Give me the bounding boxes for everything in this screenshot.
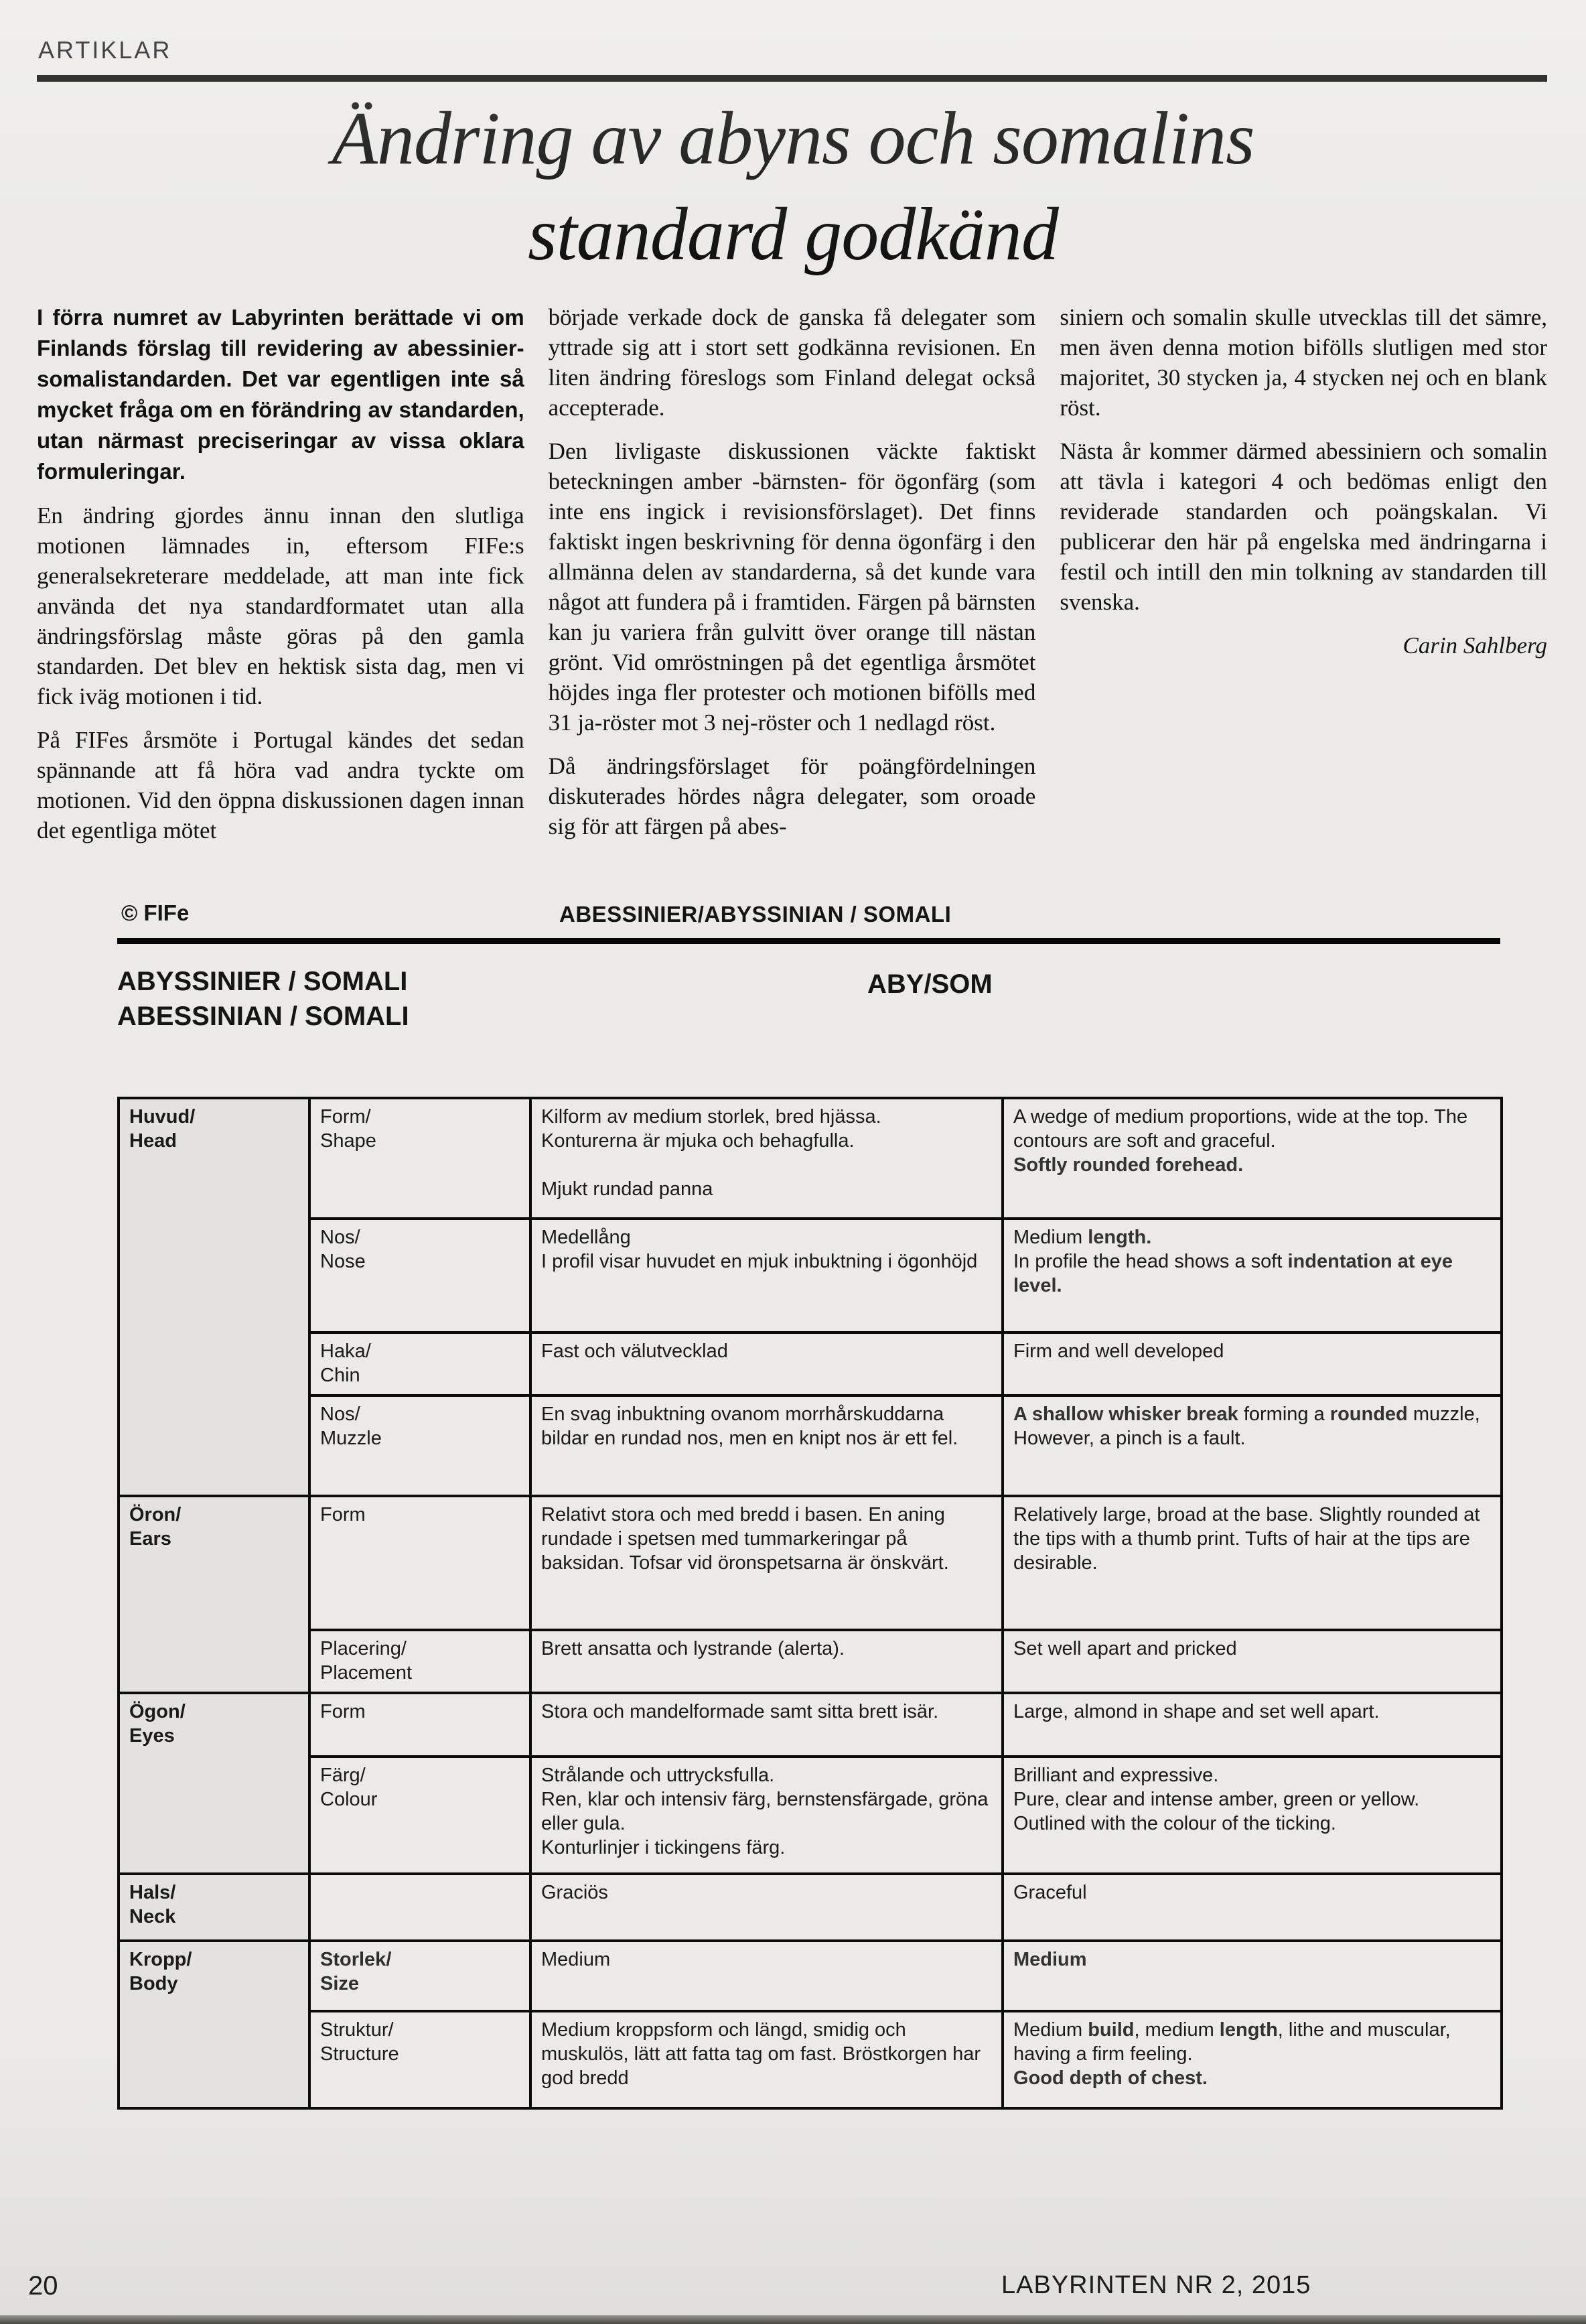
swedish-cell-line: Stora och mandelformade samt sitta brett isär. xyxy=(541,1700,939,1722)
author-byline: Carin Sahlberg xyxy=(1402,632,1548,659)
paragraph: siniern och somalin skulle utvecklas till det sämre, men även denna motion bifölls slutligen med stor majoritet, 30 stycken ja, 4 stycken nej och en blank röst. xyxy=(1060,303,1548,421)
english-cell xyxy=(1003,1098,1502,1219)
article-title-line1: Ändring av abyns och somalins xyxy=(332,97,1254,180)
english-cell-line: Good depth of chest. xyxy=(1013,2067,1208,2089)
header-divider xyxy=(37,75,1547,82)
english-cell xyxy=(1003,1332,1502,1395)
group-cell: Öron/ Ears xyxy=(119,1496,309,1693)
swedish-cell-line xyxy=(541,1153,992,1177)
swedish-cell xyxy=(530,1874,1003,1941)
swedish-cell-line: Konturlinjer i tickingens färg. xyxy=(541,1836,786,1858)
swedish-cell xyxy=(530,2011,1003,2108)
breed-name-line2: ABESSINIAN / SOMALI xyxy=(117,1001,409,1031)
swedish-cell-line: Brett ansatta och lystrande (alerta). xyxy=(541,1637,845,1659)
table-row xyxy=(119,1332,1502,1395)
table-row xyxy=(119,1630,1502,1693)
swedish-cell xyxy=(530,1332,1003,1395)
standard-divider xyxy=(117,938,1500,944)
group-cell: Huvud/ Head xyxy=(119,1098,309,1496)
breed-block xyxy=(117,964,1500,1038)
swedish-cell xyxy=(530,1941,1003,2011)
english-cell-line: Medium xyxy=(1013,1948,1087,1970)
english-cell xyxy=(1003,1219,1502,1332)
swedish-cell xyxy=(530,1395,1003,1496)
swedish-cell-line: Kilform av medium storlek, bred hjässa. xyxy=(541,1105,881,1127)
swedish-cell-line: Konturerna är mjuka och behagfulla. xyxy=(541,1130,855,1152)
english-cell xyxy=(1003,1395,1502,1496)
paragraph: Den livligaste diskussionen väckte faktiskt beteckningen amber -bärnsten- för ögonfärg (som inte ens ingick i revisionsförslaget). Det finns faktiskt ingen beskrivning för denna ögonfärg i den allmänna delen av standarderna, så det kunde vara något att fundera på i framtiden. Färgen på bärnsten kan ju variera från gulvitt över orange till nästan grönt. Vid omröstningen på det egentliga årsmötet höjdes inga fler protester och motionen bifölls med 31 ja-röster mot 3 nej-röster och 1 nedlagd röst. xyxy=(548,437,1036,736)
article-column-1 xyxy=(37,302,524,859)
swedish-cell xyxy=(530,1219,1003,1332)
swedish-cell xyxy=(530,1630,1003,1693)
article-title xyxy=(27,91,1559,283)
paragraph: En ändring gjordes ännu innan den slutliga motionen lämnades in, eftersom FIFe:s generalsekreterare meddelade, att man inte fick använda det nya standardformatet utan alla ändringsförslag måste göras på den gamla standarden. Det blev en hektisk sista dag, men vi fick iväg motionen i tid. xyxy=(37,502,524,709)
table-row xyxy=(119,1496,1502,1630)
english-cell xyxy=(1003,1941,1502,2011)
paragraph: Nästa år kommer därmed abessiniern och somalin att tävla i kategori 4 och bedömas enligt den reviderade standarden och poängskalan. Vi publicerar den här på engelska med ändringarna i festil och intill den min tolkning av standarden till svenska. xyxy=(1060,437,1548,615)
standard-table xyxy=(117,1097,1503,2110)
attribute-cell: Storlek/ Size xyxy=(309,1941,530,2011)
english-cell-line: Outlined with the colour of the ticking. xyxy=(1013,1812,1336,1834)
swedish-cell xyxy=(530,1757,1003,1874)
table-row xyxy=(119,1693,1502,1757)
english-cell-line: Softly rounded forehead. xyxy=(1013,1154,1244,1176)
article-column-3 xyxy=(1060,302,1547,859)
swedish-cell-line: Mjukt rundad panna xyxy=(541,1178,713,1200)
attribute-cell: Haka/ Chin xyxy=(309,1332,530,1395)
english-cell-line: Relatively large, broad at the base. Slightly rounded at the tips with a thumb print. Tufts of hair at the tips are desirable. xyxy=(1013,1503,1480,1574)
attribute-cell: Färg/ Colour xyxy=(309,1757,530,1874)
standard-header-title: ABESSINIER/ABYSSINIAN / SOMALI xyxy=(559,901,952,927)
swedish-cell-line: Relativt stora och med bredd i basen. En aning rundade i spetsen med tummarkeringar på baksidan. Tofsar vid öronspetsarna är önskvärt. xyxy=(541,1503,949,1574)
attribute-cell: Nos/ Nose xyxy=(309,1219,530,1332)
english-cell-line: A wedge of medium proportions, wide at the top. The contours are soft and graceful. xyxy=(1013,1105,1468,1152)
attribute-cell: Form xyxy=(309,1693,530,1757)
table-row xyxy=(119,1757,1502,1874)
english-cell-line: Large, almond in shape and set well apart. xyxy=(1013,1700,1380,1722)
english-cell-line: Medium length. xyxy=(1013,1226,1152,1248)
english-cell-line: Firm and well developed xyxy=(1013,1340,1224,1362)
group-cell: Kropp/ Body xyxy=(119,1941,309,2108)
english-cell-line: Brilliant and expressive. xyxy=(1013,1764,1219,1786)
swedish-cell-line: Medellång xyxy=(541,1226,631,1248)
paragraph: På FIFes årsmöte i Portugal kändes det sedan spännande att få höra vad andra tyckte om motionen. Vid den öppna diskussionen dagen innan det egentliga mötet xyxy=(37,726,524,843)
group-cell: Ögon/ Eyes xyxy=(119,1693,309,1874)
group-cell: Hals/ Neck xyxy=(119,1874,309,1941)
table-row xyxy=(119,2011,1502,2108)
article-column-2 xyxy=(549,302,1036,859)
swedish-cell xyxy=(530,1098,1003,1219)
english-cell xyxy=(1003,1757,1502,1874)
table-row xyxy=(119,1098,1502,1219)
swedish-cell-line: I profil visar huvudet en mjuk inbuktning i ögonhöjd xyxy=(541,1250,978,1272)
paragraph: I förra numret av Labyrinten berättade vi om Finlands förslag till revidering av abessinier-somalistandarden. Det var egentligen inte så mycket fråga om en förändring av standarden, utan närmast preciseringar av vissa oklara formuleringar. xyxy=(37,304,524,484)
swedish-cell-line: Graciös xyxy=(541,1881,608,1903)
attribute-cell: Nos/ Muzzle xyxy=(309,1395,530,1496)
english-cell-line: Set well apart and pricked xyxy=(1013,1637,1237,1659)
article-title-line2: standard godkänd xyxy=(528,193,1058,277)
table-row xyxy=(119,1219,1502,1332)
swedish-cell-line: Fast och välutvecklad xyxy=(541,1340,728,1362)
swedish-cell-line: Strålande och uttrycksfulla. xyxy=(541,1764,775,1786)
table-row xyxy=(119,1874,1502,1941)
issue-label: LABYRINTEN NR 2, 2015 xyxy=(1001,2271,1311,2299)
table-row xyxy=(119,1395,1502,1496)
english-cell xyxy=(1003,1874,1502,1941)
scan-edge xyxy=(0,2315,1586,2324)
english-cell-line: Medium build, medium length, lithe and muscular, having a firm feeling. xyxy=(1013,2019,1451,2065)
attribute-cell: Form xyxy=(309,1496,530,1630)
attribute-cell xyxy=(309,1874,530,1941)
swedish-cell-line: Medium kroppsform och längd, smidig och muskulös, lätt att fatta tag om fast. Bröstkorgen har god bredd xyxy=(541,2019,981,2089)
swedish-cell xyxy=(530,1693,1003,1757)
swedish-cell-line: Medium xyxy=(541,1948,611,1970)
attribute-cell: Form/ Shape xyxy=(309,1098,530,1219)
english-cell xyxy=(1003,1630,1502,1693)
standard-section xyxy=(117,899,1500,2110)
page-number: 20 xyxy=(28,2271,58,2301)
swedish-cell-line: Ren, klar och intensiv färg, bernstensfärgade, gröna eller gula. xyxy=(541,1788,989,1834)
breed-code: ABY/SOM xyxy=(867,969,993,999)
breed-names xyxy=(117,964,1500,1034)
attribute-cell: Placering/ Placement xyxy=(309,1630,530,1693)
english-cell-line: Pure, clear and intense amber, green or yellow. xyxy=(1013,1788,1420,1810)
english-cell xyxy=(1003,1496,1502,1630)
breed-name-line1: ABYSSINIER / SOMALI xyxy=(117,966,408,996)
english-cell-line: Graceful xyxy=(1013,1881,1087,1903)
paragraph: Då ändringsförslaget för poängfördelningen diskuterades hördes några delegater, som oroade sig för att färgen på abes- xyxy=(548,752,1036,839)
attribute-cell: Struktur/ Structure xyxy=(309,2011,530,2108)
table-row xyxy=(119,1941,1502,2011)
swedish-cell xyxy=(530,1496,1003,1630)
english-cell-line: A shallow whisker break forming a rounded muzzle, However, a pinch is a fault. xyxy=(1013,1403,1480,1449)
swedish-cell-line: En svag inbuktning ovanom morrhårskuddarna bildar en rundad nos, men en knipt nos är ett fel. xyxy=(541,1403,958,1449)
standard-header xyxy=(117,899,1500,933)
article-body xyxy=(37,302,1547,859)
section-label: ARTIKLAR xyxy=(38,36,172,64)
copyright-label: © FIFe xyxy=(121,900,190,925)
english-cell-line: In profile the head shows a soft indentation at eye level. xyxy=(1013,1250,1453,1296)
paragraph: började verkade dock de ganska få delegater som yttrade sig att i stort sett godkänna revisionen. En liten ändring föreslogs som Finland delegat också accepterade. xyxy=(548,303,1036,421)
english-cell xyxy=(1003,1693,1502,1757)
english-cell xyxy=(1003,2011,1502,2108)
